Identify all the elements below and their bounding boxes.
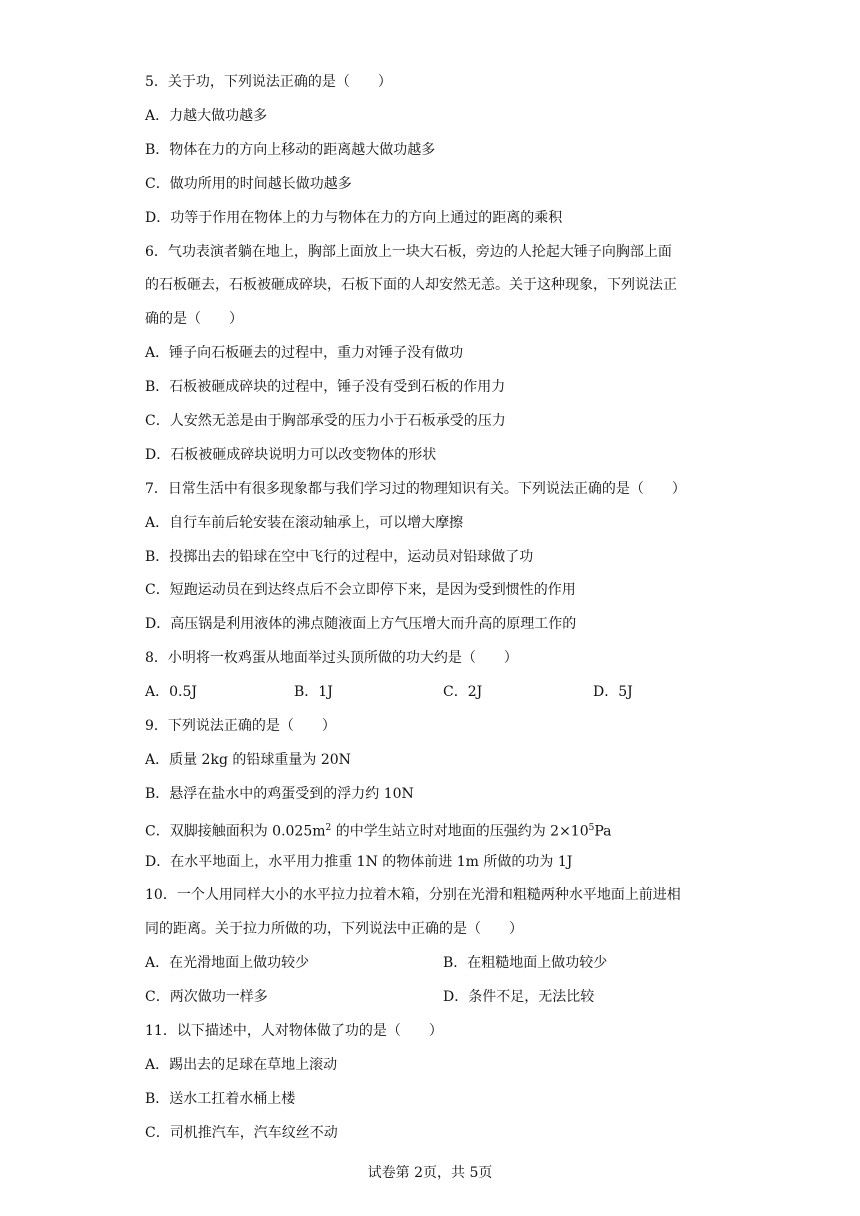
q8-option-b: B．1J <box>294 684 333 700</box>
q11-option-a: A．踢出去的足球在草地上滚动 <box>145 1057 338 1073</box>
q7-option-b: B．投掷出去的铅球在空中飞行的过程中，运动员对铅球做了功 <box>145 549 534 565</box>
q8-stem: 8．小明将一枚鸡蛋从地面举过头顶所做的功大约是（ ） <box>145 650 518 666</box>
q6-option-d: D．石板被砸成碎块说明力可以改变物体的形状 <box>145 447 437 463</box>
q10-stem-line2: 同的距离。关于拉力所做的功，下列说法中正确的是（ ） <box>145 921 523 937</box>
q11-stem: 11．以下描述中，人对物体做了功的是（ ） <box>145 1023 443 1039</box>
q5-option-d: D．功等于作用在物体上的力与物体在力的方向上通过的距离的乘积 <box>145 210 563 226</box>
q9-option-c-text-1: C．双脚接触面积为 0.025m <box>145 823 326 840</box>
q9-option-c-text-2: 的中学生站立时对地面的压强约为 2×10 <box>331 823 589 840</box>
q7-option-a: A．自行车前后轮安装在滚动轴承上，可以增大摩擦 <box>145 515 464 531</box>
q6-stem-line1: 6．气功表演者躺在地上，胸部上面放上一块大石板，旁边的人抡起大锤子向胸部上面 <box>145 244 672 260</box>
q11-option-b: B．送水工扛着水桶上楼 <box>145 1091 296 1107</box>
q6-stem-line3: 确的是（ ） <box>145 311 243 327</box>
q7-option-d: D．高压锅是利用液体的沸点随液面上方气压增大而升高的原理工作的 <box>145 616 577 632</box>
q5-stem: 5．关于功，下列说法正确的是（ ） <box>145 74 392 90</box>
q11-option-c: C．司机推汽车，汽车纹丝不动 <box>145 1125 338 1141</box>
q7-option-c: C．短跑运动员在到达终点后不会立即停下来，是因为受到惯性的作用 <box>145 582 576 598</box>
q9-option-c-sup-1: 2 <box>325 823 332 833</box>
q9-option-c-sup-2: 5 <box>588 823 595 833</box>
q10-stem-line1: 10．一个人用同样大小的水平拉力拉着木箱，分别在光滑和粗糙两种水平地面上前进相 <box>145 887 681 903</box>
page-footer: 试卷第 2页，共 5页 <box>367 1165 493 1181</box>
q5-option-c: C．做功所用的时间越长做功越多 <box>145 176 352 192</box>
q8-option-d: D．5J <box>593 684 633 700</box>
q9-option-a: A．质量 2kg 的铅球重量为 20N <box>145 752 351 768</box>
q6-stem-line2: 的石板砸去，石板被砸成碎块，石板下面的人却安然无恙。关于这种现象，下列说法正 <box>145 277 677 293</box>
q10-option-c: C．两次做功一样多 <box>145 989 268 1005</box>
q9-option-d: D．在水平地面上，水平用力推重 1N 的物体前进 1m 所做的功为 1J <box>145 854 573 870</box>
q8-option-a: A．0.5J <box>145 684 197 700</box>
q10-option-a: A．在光滑地面上做功较少 <box>145 955 310 971</box>
q8-option-c: C．2J <box>443 684 483 700</box>
q9-option-c <box>145 818 612 842</box>
q9-option-b: B．悬浮在盐水中的鸡蛋受到的浮力约 10N <box>145 786 414 802</box>
q6-option-a: A．锤子向石板砸去的过程中，重力对锤子没有做功 <box>145 345 464 361</box>
q10-option-b: B．在粗糙地面上做功较少 <box>443 955 608 971</box>
q9-stem: 9．下列说法正确的是（ ） <box>145 718 336 734</box>
q6-option-b: B．石板被砸成碎块的过程中，锤子没有受到石板的作用力 <box>145 379 506 395</box>
q5-option-b: B．物体在力的方向上移动的距离越大做功越多 <box>145 142 436 158</box>
q7-stem: 7．日常生活中有很多现象都与我们学习过的物理知识有关。下列说法正确的是（ ） <box>145 481 686 497</box>
q9-option-c-text-3: Pa <box>594 823 612 840</box>
q6-option-c: C．人安然无恙是由于胸部承受的压力小于石板承受的压力 <box>145 413 506 429</box>
q10-option-d: D．条件不足，无法比较 <box>443 989 595 1005</box>
q5-option-a: A．力越大做功越多 <box>145 108 268 124</box>
